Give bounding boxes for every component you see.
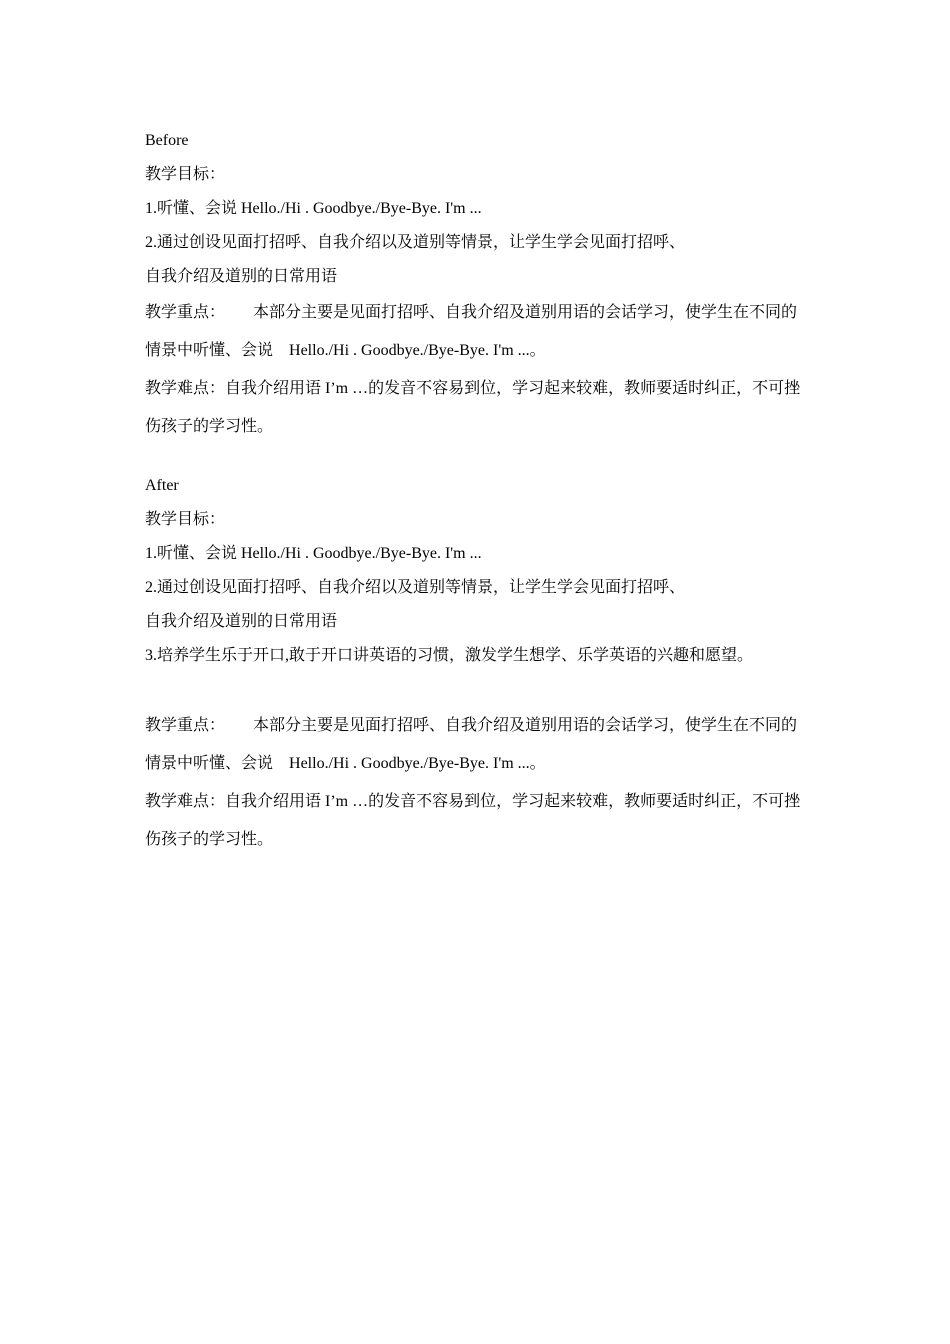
focus-line-1 <box>145 707 825 745</box>
focus-text-cont: 情景中听懂、会说 <box>145 755 274 772</box>
goal-2-line-2: 自我介绍及道别的日常用语 <box>145 613 338 630</box>
goal-1: 1.听懂、会说 Hello./Hi . Goodbye./Bye-Bye. I'm ... <box>145 545 482 562</box>
goal-2-line-1: 2.通过创设见面打招呼、自我介绍以及道别等情景，让学生学会见面打招呼、 <box>145 579 686 596</box>
goal-2-line-1: 2.通过创设见面打招呼、自我介绍以及道别等情景，让学生学会见面打招呼、 <box>145 234 686 251</box>
focus-text: 本部分主要是见面打招呼、自我介绍及道别用语的会话学习，使学生在不同的 <box>253 304 798 321</box>
focus-text: 本部分主要是见面打招呼、自我介绍及道别用语的会话学习，使学生在不同的 <box>253 717 798 734</box>
section-heading: After <box>145 477 179 494</box>
goal-2-line-2: 自我介绍及道别的日常用语 <box>145 268 338 285</box>
focus-line-2 <box>145 745 825 783</box>
focus-line-1 <box>145 294 825 332</box>
difficulty-line-1: 教学难点：自我介绍用语 I’m …的发音不容易到位，学习起来较难，教师要适时纠正，不可挫 <box>145 793 801 810</box>
paragraph-spacer <box>145 673 825 707</box>
before-section <box>145 124 825 446</box>
focus-text-english: Hello./Hi . Goodbye./Bye-Bye. I'm ...。 <box>289 755 546 772</box>
difficulty-line-2: 伤孩子的学习性。 <box>145 418 274 435</box>
section-heading: Before <box>145 132 189 149</box>
goal-3: 3.培养学生乐于开口,敢于开口讲英语的习惯，激发学生想学、乐学英语的兴趣和愿望。 <box>145 647 754 664</box>
focus-text-english: Hello./Hi . Goodbye./Bye-Bye. I'm ...。 <box>289 342 546 359</box>
difficulty-line-1: 教学难点：自我介绍用语 I’m …的发音不容易到位，学习起来较难，教师要适时纠正，不可挫 <box>145 380 801 397</box>
focus-text-cont: 情景中听懂、会说 <box>145 342 274 359</box>
focus-line-2 <box>145 332 825 370</box>
goals-label: 教学目标： <box>145 166 226 183</box>
difficulty-line-2: 伤孩子的学习性。 <box>145 831 274 848</box>
goal-1: 1.听懂、会说 Hello./Hi . Goodbye./Bye-Bye. I'm ... <box>145 200 482 217</box>
after-section <box>145 469 825 859</box>
focus-label: 教学重点： <box>145 717 226 734</box>
goals-label: 教学目标： <box>145 511 226 528</box>
focus-label: 教学重点： <box>145 304 226 321</box>
